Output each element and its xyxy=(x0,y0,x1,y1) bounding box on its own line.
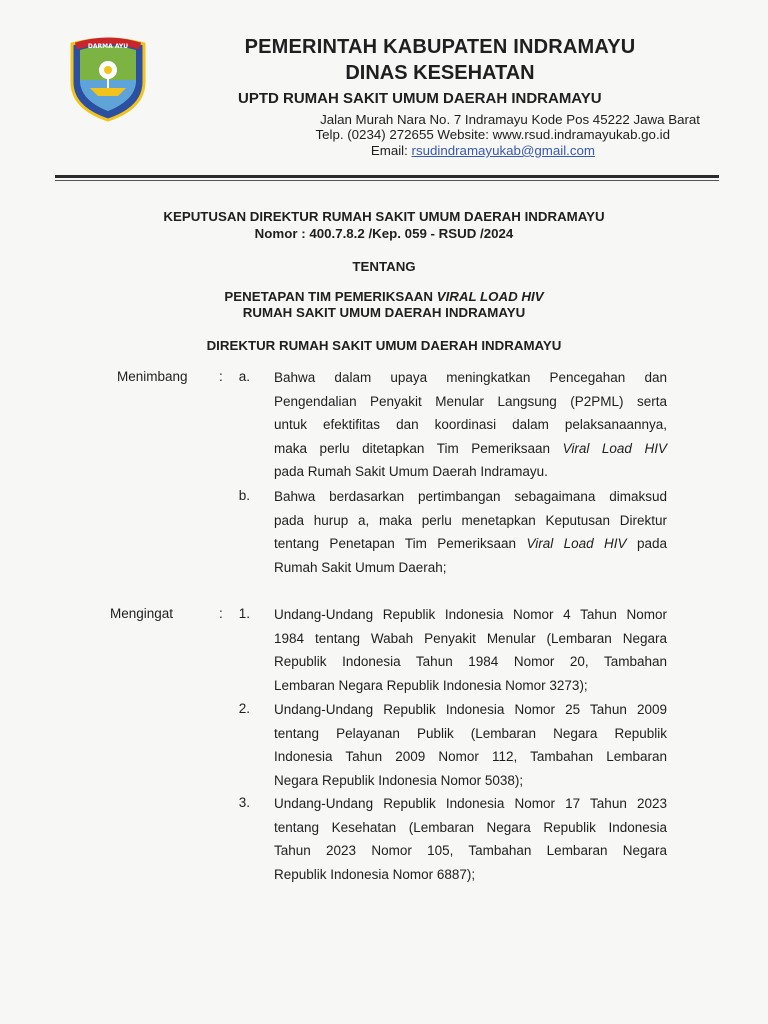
decree-title: KEPUTUSAN DIREKTUR RUMAH SAKIT UMUM DAERAH INDRAMAYU xyxy=(163,209,605,224)
paragraph-line: tentang Penetapan Tim Pemeriksaan Viral Load HIV pada xyxy=(274,536,667,552)
menimbang-marker-a: a. xyxy=(238,369,250,384)
subject-italic: VIRAL LOAD HIV xyxy=(436,289,544,304)
government-name: PEMERINTAH KABUPATEN INDRAMAYU xyxy=(244,36,636,58)
agency-name: DINAS KESEHATAN xyxy=(345,62,535,84)
mengingat-item-2 xyxy=(274,698,667,792)
paragraph-line: Undang-Undang Republik Indonesia Nomor 4 Tahun Nomor xyxy=(274,607,667,622)
email-line xyxy=(371,143,595,158)
mengingat-item-1 xyxy=(274,603,667,697)
menimbang-item-b xyxy=(274,485,667,579)
regency-emblem-logo xyxy=(66,36,150,122)
paragraph-line: Undang-Undang Republik Indonesia Nomor 25 Tahun 2009 xyxy=(274,702,667,717)
decree-authority: DIREKTUR RUMAH SAKIT UMUM DAERAH INDRAMAYU xyxy=(206,338,562,353)
paragraph-line: 1984 tentang Wabah Penyakit Menular (Lembaran Negara xyxy=(274,630,667,646)
logo-text: DARMA AYU xyxy=(87,43,129,50)
paragraph-line: Republik Indonesia Tahun 1984 Nomor 20, Tambahan xyxy=(274,654,667,670)
paragraph-line: pada Rumah Sakit Umum Daerah Indramayu. xyxy=(274,464,548,480)
hospital-name: UPTD RUMAH SAKIT UMUM DAERAH INDRAMAYU xyxy=(238,90,602,107)
decree-subject-line2: RUMAH SAKIT UMUM DAERAH INDRAMAYU xyxy=(242,305,526,320)
paragraph-line: Pengendalian Penyakit Menular Langsung (P2PML) serta xyxy=(274,393,667,409)
letterhead-divider-thin xyxy=(55,180,719,181)
mengingat-marker-3: 3. xyxy=(238,795,250,810)
paragraph-line: maka perlu ditetapkan Tim Pemeriksaan Viral Load HIV xyxy=(274,440,667,456)
paragraph-line: Bahwa berdasarkan pertimbangan sebagaimana dimaksud xyxy=(274,489,667,504)
email-label: Email: xyxy=(370,143,412,158)
italic-term: Viral Load HIV xyxy=(526,536,627,552)
paragraph-line: untuk efektifitas dan koordinasi dalam pelaksanaannya, xyxy=(274,417,667,433)
mengingat-item-3 xyxy=(274,792,667,886)
tentang-heading: TENTANG xyxy=(352,259,416,274)
mengingat-colon: : xyxy=(219,606,223,621)
paragraph-line: tentang Kesehatan (Lembaran Negara Republik Indonesia xyxy=(274,819,667,835)
mengingat-marker-1: 1. xyxy=(238,606,250,621)
paragraph-line: tentang Pelayanan Publik (Lembaran Negara Republik xyxy=(274,725,667,741)
paragraph-line: Rumah Sakit Umum Daerah; xyxy=(274,559,447,575)
paragraph-line: Bahwa dalam upaya meningkatkan Pencegahan dan xyxy=(274,370,667,385)
email-link[interactable]: rsudindramayukab@gmail.com xyxy=(411,143,595,158)
subject-prefix: PENETAPAN TIM PEMERIKSAAN xyxy=(224,289,437,304)
letterhead xyxy=(200,34,700,158)
italic-term: Viral Load HIV xyxy=(562,440,667,456)
paragraph-line: Tahun 2023 Nomor 105, Tambahan Lembaran Negara xyxy=(274,843,667,859)
decree-subject xyxy=(0,289,768,305)
paragraph-line: Negara Republik Indonesia Nomor 5038); xyxy=(274,772,524,788)
mengingat-label: Mengingat xyxy=(110,606,174,621)
menimbang-label: Menimbang xyxy=(117,369,188,384)
paragraph-line: Undang-Undang Republik Indonesia Nomor 17 Tahun 2023 xyxy=(274,796,667,811)
paragraph-line: Republik Indonesia Nomor 6887); xyxy=(274,866,476,882)
paragraph-line: Lembaran Negara Republik Indonesia Nomor 3273); xyxy=(274,677,588,693)
mengingat-marker-2: 2. xyxy=(238,701,250,716)
letterhead-divider-thick xyxy=(55,175,719,178)
menimbang-item-a xyxy=(274,366,667,484)
menimbang-marker-b: b. xyxy=(238,488,250,503)
decree-number: Nomor : 400.7.8.2 /Kep. 059 - RSUD /2024 xyxy=(254,226,514,241)
paragraph-line: pada hurup a, maka perlu menetapkan Keputusan Direktur xyxy=(274,512,667,528)
paragraph-line: Indonesia Tahun 2009 Nomor 112, Tambahan Lembaran xyxy=(274,749,667,765)
contact-info: Telp. (0234) 272655 Website: www.rsud.indramayukab.go.id xyxy=(315,127,670,142)
address: Jalan Murah Nara No. 7 Indramayu Kode Pos 45222 Jawa Barat xyxy=(320,112,700,127)
menimbang-colon: : xyxy=(219,369,223,384)
